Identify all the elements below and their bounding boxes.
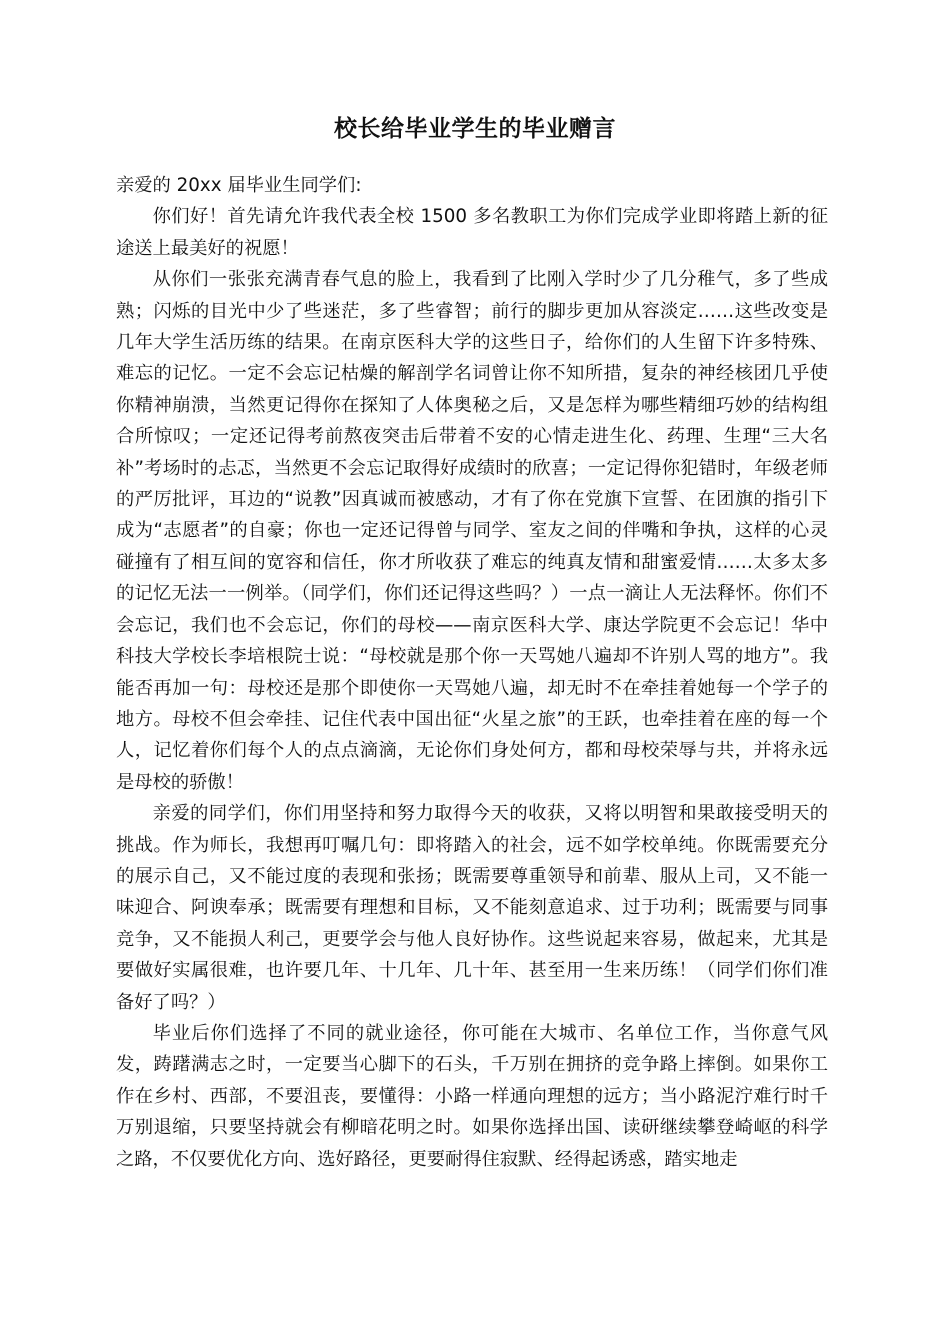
paragraph-memories: 从你们一张张充满青春气息的脸上，我看到了比刚入学时少了几分稚气，多了些成熟；闪烁的目光中少了些迷茫，多了些睿智；前行的脚步更加从容淡定……这些改变是几年大学生活历练的结果。在南京医科大学的这些日子，给你们的人生留下许多特殊、难忘的记忆。一定不会忘记枯燥的解剖学名词曾让你不知所措，复杂的神经核团几乎使你精神崩溃，当然更记得你在探知了人体奥秘之后，又是怎样为哪些精细巧妙的结构组合所惊叹；一定还记得考前熬夜突击后带着不安的心情走进生化、药理、生理“三大名补”考场时的忐忑，当然更不会忘记取得好成绩时的欣喜；一定记得你犯错时，年级老师的严厉批评，耳边的“说教”因真诚而被感动，才有了你在党旗下宣誓、在团旗的指引下成为“志愿者”的自豪；你也一定还记得曾与同学、室友之间的伴嘴和争执，这样的心灵碰撞有了相互间的宽容和信任，你才所收获了难忘的纯真友情和甜蜜爱情……太多太多的记忆无法一一例举。（同学们，你们还记得这些吗？）一点一滴让人无法释怀。你们不会忘记，我们也不会忘记，你们的母校——南京医科大学、康达学院更不会忘记！华中科技大学校长李培根院士说：“母校就是那个你一天骂她八遍却不许别人骂的地方”。我能否再加一句：母校还是那个即使你一天骂她八遍，却无时不在牵挂着她每一个学子的地方。母校不但会牵挂、记住代表中国出征“火星之旅”的王跃，也牵挂着在座的每一个人，记忆着你们每个人的点点滴滴，无论你们身处何方，都和母校荣辱与共，并将永远是母校的骄傲！ — [116, 269, 828, 793]
paragraph-greeting: 你们好！首先请允许我代表全校 1500 多名教职工为你们完成学业即将踏上新的征途送上最美好的祝愿！ — [116, 206, 828, 259]
document-body — [116, 170, 828, 1175]
paragraph-advice: 亲爱的同学们，你们用坚持和努力取得今天的收获，又将以明智和果敢接受明天的挑战。作为师长，我想再叮嘱几句：即将踏入的社会，远不如学校单纯。你既需要充分的展示自己，又不能过度的表现和张扬；既需要尊重领导和前辈、服从上司，又不能一味迎合、阿谀奉承；既需要有理想和目标，又不能刻意追求、过于功利；既需要与同事竞争，又不能损人利己，更要学会与他人良好协作。这些说起来容易，做起来，尤其是要做好实属很难，也许要几年、十几年、几十年、甚至用一生来历练！（同学们你们准备好了吗？） — [116, 803, 828, 1013]
document-title: 校长给毕业学生的毕业赠言 — [334, 116, 616, 142]
salutation: 亲爱的 20xx 届毕业生同学们: — [116, 175, 362, 196]
paragraph-career: 毕业后你们选择了不同的就业途径，你可能在大城市、名单位工作，当你意气风发，踌躇满志之时，一定要当心脚下的石头，千万别在拥挤的竞争路上摔倒。如果你工作在乡村、西部，不要沮丧，要懂得：小路一样通向理想的远方；当小路泥泞难行时千万别退缩，只要坚持就会有柳暗花明之时。如果你选择出国、读研继续攀登崎岖的科学之路，不仅要优化方向、选好路径，更要耐得住寂默、经得起诱惑，踏实地走 — [116, 1022, 828, 1170]
